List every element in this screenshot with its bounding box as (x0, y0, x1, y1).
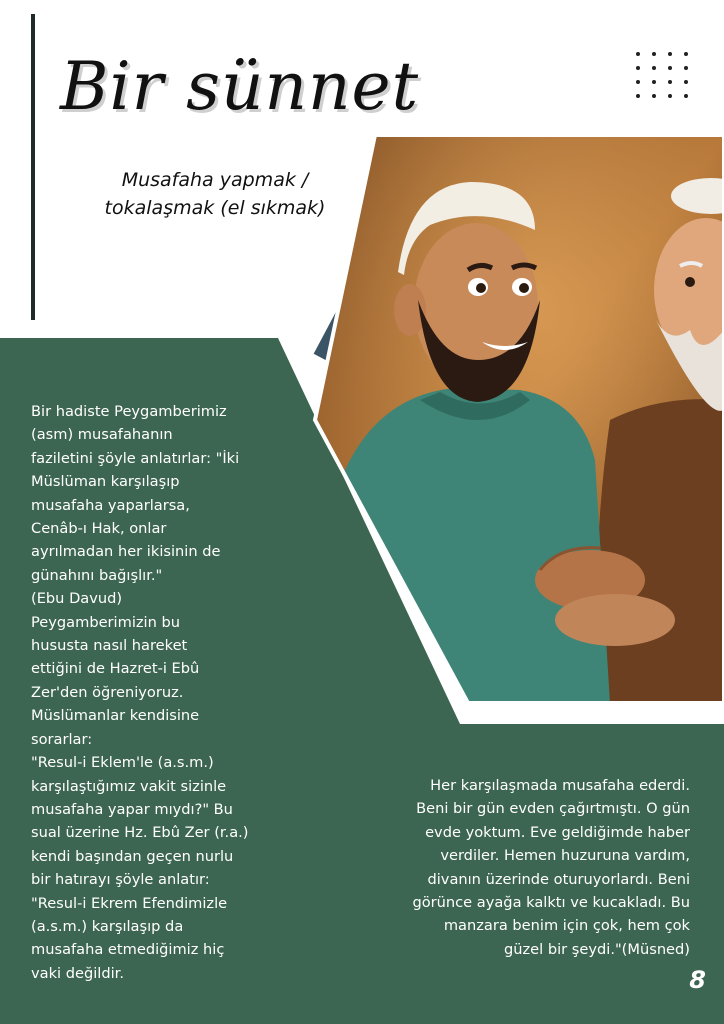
page-title: Bir sünnet (60, 48, 420, 125)
hadith-text-left: Bir hadiste Peygamberimiz (asm) musafahanın faziletini şöyle anlatırlar: "İki Müslüman karşılaşıp musafaha yaparlarsa, Cenâb-ı Hak, onlar ayrılmadan her ikisinin de günahını bağışlır." (Ebu Davud) Peygamberimizin bu hususta nasıl hareket ettiğini de Hazret-i Ebû Zer'den öğreniyoruz. Müslümanlar kendisine sorarlar: "Resul-i Eklem'le (a.s.m.) karşılaştığımız vakit sizinle musafaha yapar mıydı?" Bu sual üzerine Hz. Ebû Zer (r.a.) kendi başından geçen nurlu bir hatırayı şöyle anlatır: "Resul-i Ekrem Efendimizle (a.s.m.) karşılaşıp da musafaha etmediğimiz hiç vaki değildir. (31, 403, 249, 982)
hadith-text-right: Her karşılaşmada musafaha ederdi. Beni bir gün evden çağırtmıştı. O gün evde yoktum. Eve geldiğimde haber verdiler. Hemen huzuruna vardım, divanın üzerinde oturuyorlardı. Beni görünce ayağa kalktı ve kucakladı. Bu manzara benim için çok, hem çok güzel bir şeydi."(Müsned) (412, 777, 690, 958)
page-number: 8 (689, 966, 706, 994)
page-subtitle: Musafaha yapmak / tokalaşmak (el sıkmak) (104, 169, 326, 219)
